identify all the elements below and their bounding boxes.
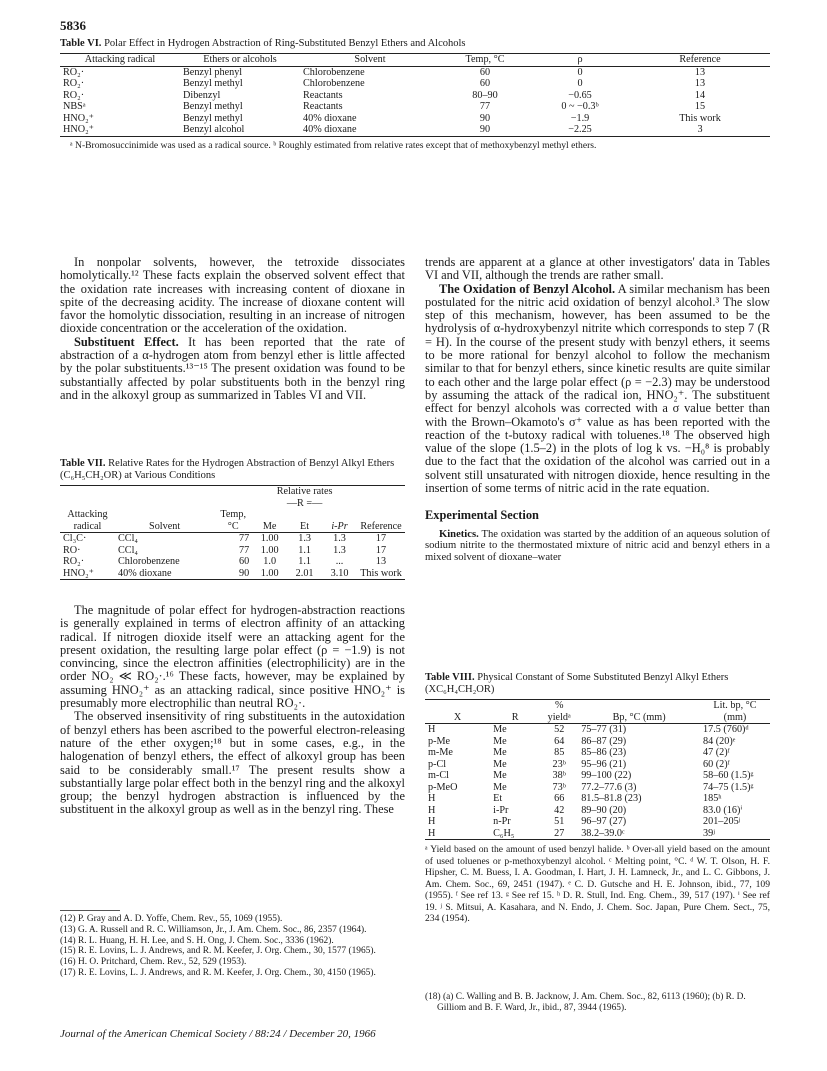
table-cell: NBSᵃ xyxy=(63,101,86,112)
table-cell: 3.10 xyxy=(330,567,349,579)
table-cell: 201–205ʲ xyxy=(703,816,741,827)
table-cell: 60 xyxy=(479,78,491,89)
right-references xyxy=(425,992,770,1014)
table-cell: 73ᵇ xyxy=(552,781,566,793)
reference-item: (13) G. A. Russell and R. C. Williamson, Jr., J. Am. Chem. Soc., 86, 2357 (1964). xyxy=(60,924,367,935)
table-cell: 58–60 (1.5)ᵍ xyxy=(703,770,754,781)
t8-header: Lit. bp, °C (mm) xyxy=(713,700,757,723)
table-cell: Me xyxy=(493,747,507,758)
t6-header: Ethers or alcohols xyxy=(203,54,277,65)
table-cell: H xyxy=(428,827,436,839)
table-cell: 1.1 xyxy=(298,544,311,556)
table-row xyxy=(425,759,770,771)
table-row xyxy=(60,90,770,102)
table-6 xyxy=(60,38,770,151)
t7-header: Attacking radical xyxy=(67,509,108,532)
table-cell: Et xyxy=(493,793,503,804)
table-cell: 47 (2)ᶠ xyxy=(703,747,730,758)
table-cell: 17.5 (760)ᵈ xyxy=(703,724,749,735)
table-cell: RO· xyxy=(63,544,81,556)
paragraph: In nonpolar solvents, however, the tetroxide dissociates homolytically.¹² These facts explain the observed solvent effect that the oxidation rate increases with increasing content of dioxane in spite of the decreasing acidity. The increase of dioxane content will favor the homolytic dissociation, resulting in an increase of nitrogen dioxide concentration or the acceleration of the oxidation. xyxy=(60,255,405,336)
t6-header: Reference xyxy=(679,54,721,65)
table-row xyxy=(425,816,770,828)
table-cell: −0.65 xyxy=(568,89,592,101)
table-cell: 15 xyxy=(694,101,706,112)
table-cell: 96–97 (27) xyxy=(581,816,627,827)
section-heading: Experimental Section xyxy=(425,508,539,523)
table-8-grid xyxy=(425,699,770,840)
table-cell: 1.1 xyxy=(298,556,311,567)
table-cell: Chlorobenzene xyxy=(303,78,365,89)
t8-header: Bp, °C (mm) xyxy=(612,711,666,723)
table-cell: Chlorobenzene xyxy=(118,556,180,567)
table-row xyxy=(425,724,770,736)
table-6-grid xyxy=(60,53,770,137)
table-cell: 13 xyxy=(375,556,387,567)
t6-header: Attacking radical xyxy=(84,54,156,65)
table-cell: 66 xyxy=(554,793,565,804)
table-cell: 95–96 (21) xyxy=(581,758,627,770)
table-cell: Reactants xyxy=(303,101,343,112)
table-cell: 74–75 (1.5)ᵍ xyxy=(703,781,754,793)
paragraph: Substituent Effect. It has been reported that the rate of abstraction of a α-hydrogen atom from benzyl ether is little affected by the polar substituents.¹³⁻¹⁵ The present oxidation was found to be substantially affected by polar substituents both in the benzyl ring and in the alkoxyl group as summarized in Tables VI and VII. xyxy=(60,334,405,402)
reference-item: (16) H. O. Pritchard, Chem. Rev., 52, 529 (1953). xyxy=(60,957,247,968)
table-cell: Me xyxy=(493,735,507,747)
table-row xyxy=(60,568,405,580)
table-cell: 14 xyxy=(694,89,706,101)
table-6-footnote: ᵃ N-Bromosuccinimide was used as a radical source. ᵇ Roughly estimated from relative rates except that of methoxybenzyl methyl ethers. xyxy=(70,139,597,151)
left-column xyxy=(60,256,405,402)
table-cell: Benzyl methyl xyxy=(183,101,243,112)
table-cell: Cl₃C· xyxy=(63,533,87,544)
table-cell: Benzyl alcohol xyxy=(183,124,245,135)
table-cell: 60 xyxy=(479,66,491,78)
table-cell: 51 xyxy=(554,816,565,827)
table-cell: 1.00 xyxy=(260,533,279,544)
table-cell: 99–100 (22) xyxy=(581,770,632,781)
table-cell: RO₂· xyxy=(63,66,85,78)
table-cell: ... xyxy=(335,556,344,567)
table-cell: 77 xyxy=(239,533,250,544)
table-cell: 80–90 xyxy=(472,89,498,101)
t7-header: Temp, °C xyxy=(220,509,246,532)
t8-header: % yieldᵃ xyxy=(547,700,571,723)
paragraph: The Oxidation of Benzyl Alcohol. A similar mechanism has been postulated for the nitric acid oxidation of benzyl alcohol.³ The slow step of this mechanism, however, has been assumed to be the hydrolysis of α-hydroxybenzyl nitrite which corresponds to step 7 (R = H). In the course of the present study with benzyl ethers, it seems to be more rational for benzyl alcohol to follow the mechanism similar to that for benzyl ethers, since kinetic results are quite similar to each other and the large polar effect (ρ = −2.3) may be understood by assuming the attack of the radical ion, HNO₂⁺. The substituent effect for benzyl alcohols was corrected with a σ value better than with the Brown–Okamoto's σ⁺ value as has been reported with the reaction of the t-butoxy radical with toluenes.¹⁸ The observed high value of the slope (1.5–2) in the plots of log k vs. −H₀⁸ is probably due to the fact that the oxidation of the alcohol was carried out in a solvent still unsaturated with nitrogen dioxide, hence resulting in the insertion of some terms of nitric acid in the rate equation. xyxy=(425,281,770,496)
t6-header: Solvent xyxy=(354,54,386,65)
table-cell: 90 xyxy=(239,567,250,579)
table-cell: 1.00 xyxy=(260,544,279,556)
table-cell: CCl₄ xyxy=(118,544,138,556)
table-cell: 3 xyxy=(697,124,703,135)
table-cell: i-Pr xyxy=(493,804,509,816)
table-cell: −2.25 xyxy=(568,124,592,135)
t7-header: i-Pr xyxy=(331,520,348,532)
table-cell: 38.2–39.0ᶜ xyxy=(581,827,625,839)
table-cell: HNO₂⁺ xyxy=(63,567,95,579)
table-cell: 27 xyxy=(554,827,565,839)
t6-header: Temp, °C xyxy=(465,54,505,65)
left-column-lower xyxy=(60,604,405,817)
table-cell: p-Me xyxy=(428,735,451,747)
table-row xyxy=(425,747,770,759)
table-6-caption: Table VI. Polar Effect in Hydrogen Abstraction of Ring-Substituted Benzyl Ethers and Alcohols xyxy=(60,38,466,49)
table-cell: p-MeO xyxy=(428,781,458,793)
table-row xyxy=(425,770,770,782)
reference-item: (14) R. L. Huang, H. H. Lee, and S. H. Ong, J. Chem. Soc., 3336 (1962). xyxy=(60,935,334,946)
table-cell: 84 (20)ᵉ xyxy=(703,735,736,747)
table-row xyxy=(60,545,405,557)
table-cell: 86–87 (29) xyxy=(581,735,627,747)
t6-header: ρ xyxy=(577,54,583,65)
table-7-caption: Table VII. Relative Rates for the Hydrogen Abstraction of Benzyl Alkyl Ethers (C₆H₅CH₂OR) at Various Conditions xyxy=(60,458,395,481)
table-cell: 83.0 (16)ⁱ xyxy=(703,804,743,816)
table-row xyxy=(60,78,770,90)
table-cell: 40% dioxane xyxy=(303,112,357,124)
table-cell: 23ᵇ xyxy=(552,758,566,770)
reference-item: (18) (a) C. Walling and B. B. Jacknow, J. Am. Chem. Soc., 82, 6113 (1960); (b) R. D. Gilliom and B. F. Ward, Jr., ibid., 87, 3944 (1965). xyxy=(425,992,746,1013)
page-number: 5836 xyxy=(60,18,86,33)
table-cell: Me xyxy=(493,781,507,793)
table-cell: 77.2–77.6 (3) xyxy=(581,781,637,793)
reference-item: (15) R. E. Lovins, L. J. Andrews, and R. M. Keefer, J. Org. Chem., 30, 1577 (1965). xyxy=(60,946,376,957)
table-row xyxy=(425,793,770,805)
t8-header: R xyxy=(511,711,519,723)
table-cell: RO₂· xyxy=(63,556,85,567)
table-row xyxy=(425,782,770,794)
table-cell: 90 xyxy=(479,112,491,124)
table-cell: 90 xyxy=(479,124,491,135)
table-cell: 77 xyxy=(479,101,491,112)
t7-header: Et xyxy=(300,520,310,532)
paragraph: Kinetics. The oxidation was started by the addition of an aqueous solution of sodium nitrite to the thermostated mixture of nitric acid and benzyl ethers in a mixed solvent of dioxane–water xyxy=(425,528,770,563)
table-cell: 0 xyxy=(577,78,583,89)
table-cell: Me xyxy=(493,724,507,735)
table-cell: 185ʰ xyxy=(703,793,722,804)
table-cell: n-Pr xyxy=(493,816,511,827)
reference-item: (12) P. Gray and A. D. Yoffe, Chem. Rev., 55, 1069 (1955). xyxy=(60,914,283,924)
table-cell: 64 xyxy=(554,735,565,747)
table-cell: 1.3 xyxy=(333,544,346,556)
table-cell: 0 ~ −0.3ᵇ xyxy=(561,101,599,112)
table-cell: 39ʲ xyxy=(703,827,715,839)
table-cell: 2.01 xyxy=(295,567,314,579)
table-cell: 0 xyxy=(577,66,583,78)
table-row xyxy=(60,113,770,125)
table-cell: This work xyxy=(360,567,402,579)
table-cell: 1.0 xyxy=(263,556,277,567)
table-cell: 42 xyxy=(554,804,565,816)
table-cell: 13 xyxy=(694,66,706,78)
table-cell: H xyxy=(428,804,436,816)
table-cell: 13 xyxy=(694,78,706,89)
table-cell: Benzyl phenyl xyxy=(183,66,243,78)
table-cell: 40% dioxane xyxy=(118,567,172,579)
table-cell: RO₂· xyxy=(63,89,85,101)
right-column xyxy=(425,256,770,563)
table-7-grid xyxy=(60,485,405,580)
table-cell: m-Me xyxy=(428,747,453,758)
table-cell: 1.00 xyxy=(260,567,279,579)
table-cell: Benzyl methyl xyxy=(183,78,243,89)
t7-header: Reference xyxy=(360,520,402,532)
table-cell: 60 (2)ᶠ xyxy=(703,758,730,770)
table-cell: HNO₂⁺ xyxy=(63,124,95,135)
table-8 xyxy=(425,672,770,925)
left-references xyxy=(60,914,405,979)
table-cell: Me xyxy=(493,770,507,781)
table-8-caption: Table VIII. Physical Constant of Some Substituted Benzyl Alkyl Ethers (XC₆H₄CH₂OR) xyxy=(425,672,729,695)
table-cell: HNO₂⁺ xyxy=(63,112,95,124)
table-cell: 85 xyxy=(554,747,565,758)
table-cell: Reactants xyxy=(303,89,343,101)
table-cell: CCl₄ xyxy=(118,533,138,544)
table-cell: 85–86 (23) xyxy=(581,747,627,758)
table-cell: H xyxy=(428,793,436,804)
table-8-footnotes: ᵃ Yield based on the amount of used benzyl halide. ᵇ Over-all yield based on the amount of used toluenes or p-methoxybenzyl alcohol. ᶜ Melting point, °C. ᵈ W. T. Olson, H. F. Hipsher, C. M. Buess, I. A. Goodman, I. Hart, J. H. Lamneck, Jr., and L. C. Gibbons, J. Am. Chem. Soc., 69, 2451 (1947). ᵉ C. D. Gutsche and H. E. Johnson, ibid., 77, 109 (1955). ᶠ See ref 13. ᵍ See ref 15. ʰ D. R. Stull, Ind. Eng. Chem., 39, 517 (197). ⁱ See ref 19. ʲ S. Mitsui, A. Kasahara, and N. Endo, J. Chem. Soc. Japan, Pure Chem. Sect., 75, 234 (1954). xyxy=(425,844,770,924)
table-row xyxy=(425,828,770,840)
table-row xyxy=(60,533,405,545)
table-7 xyxy=(60,458,405,580)
table-cell: This work xyxy=(679,112,721,124)
table-cell: p-Cl xyxy=(428,758,447,770)
paragraph: trends are apparent at a glance at other investigators' data in Tables VI and VII, although the trends are rather small. xyxy=(425,255,770,283)
table-cell: 38ᵇ xyxy=(552,770,566,781)
t7-header: Solvent xyxy=(149,520,181,532)
table-cell: 89–90 (20) xyxy=(581,804,627,816)
table-cell: −1.9 xyxy=(570,112,590,124)
table-cell: Dibenzyl xyxy=(183,89,221,101)
table-cell: 1.3 xyxy=(333,533,346,544)
table-cell: 52 xyxy=(554,724,565,735)
table-cell: Benzyl methyl xyxy=(183,112,243,124)
table-cell: Me xyxy=(493,758,507,770)
table-cell: RO₂· xyxy=(63,78,85,89)
table-row xyxy=(60,101,770,113)
table-cell: 77 xyxy=(239,544,250,556)
table-cell: 40% dioxane xyxy=(303,124,357,135)
table-cell: H xyxy=(428,816,436,827)
t7-group-header: Relative rates xyxy=(276,486,333,497)
t7-r-header: —R =— xyxy=(286,497,323,509)
paragraph: The magnitude of polar effect for hydrogen-abstraction reactions is generally explained in terms of electron affinity of an attacking radical. If nitrogen dioxide itself were an attacking agent for the present oxidation, the resulting large polar effect (ρ = −1.9) is not convincing, since the electron affinities (electrophilicity) are in the order NO₂ ≪ RO₂·.¹⁶ These facts, however, may be explained by assuming HNO₂⁺ as an attacking radical, since positive HNO₂⁺ is presumably more electrophilic than neutral RO₂·. xyxy=(60,603,405,711)
t8-header: X xyxy=(453,711,462,723)
table-cell: 17 xyxy=(375,544,387,556)
table-row xyxy=(60,66,770,78)
table-cell: 1.3 xyxy=(298,533,311,544)
table-row xyxy=(425,805,770,817)
paragraph: The observed insensitivity of ring substituents in the autoxidation of benzyl ethers has been ascribed to the powerful electron-releasing nature of the ether oxygen;¹⁸ but in some cases, e.g., in the halogenation of benzyl ethers, the effect of alkoxyl group has been said to be considerably small.¹⁷ The present results show a substantially large polar effect both in the benzyl ring and the alkoxyl group; the benzyl hydrogen abstraction is influenced by the substituent in the alkoxyl group as well as in the benzyl ring. These xyxy=(60,709,405,817)
reference-item: (17) R. E. Lovins, L. J. Andrews, and R. M. Keefer, J. Org. Chem., 30, 4150 (1965). xyxy=(60,967,376,978)
table-cell: m-Cl xyxy=(428,770,449,781)
table-row xyxy=(425,736,770,748)
t7-header: Me xyxy=(262,520,277,532)
journal-footer: Journal of the American Chemical Society / 88:24 / December 20, 1966 xyxy=(60,1028,376,1040)
table-cell: 60 xyxy=(239,556,250,567)
table-row xyxy=(60,556,405,568)
table-cell: 81.5–81.8 (23) xyxy=(581,793,642,804)
table-row xyxy=(60,124,770,136)
table-cell: 17 xyxy=(375,533,387,544)
table-cell: Chlorobenzene xyxy=(303,66,365,78)
table-cell: 75–77 (31) xyxy=(581,724,627,735)
table-cell: C₆H₅ xyxy=(493,827,515,839)
table-cell: H xyxy=(428,724,436,735)
